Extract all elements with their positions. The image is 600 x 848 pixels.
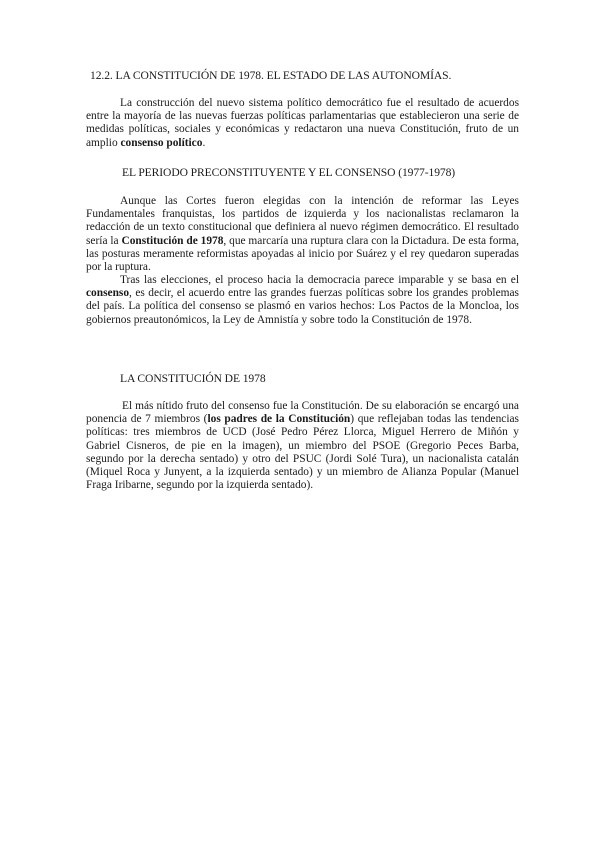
document-title: 12.2. LA CONSTITUCIÓN DE 1978. EL ESTADO DE LAS AUTONOMÍAS. (90, 69, 452, 82)
section-heading-preconstituyente: EL PERIODO PRECONSTITUYENTE Y EL CONSENSO (1977-1978) (122, 166, 456, 179)
intro-text-1: La construcción del nuevo sistema político democrático fue el resultado de acuerdos entre la mayoría de las nuevas fuerzas políticas parlamentarias que establecieron una serie de medidas políticas, sociales y económicas y redactaron una nueva Constitución, fruto de un amplio (86, 97, 519, 149)
const-p1-text-2: ) que reflejaban todas las tendencias políticas: tres miembros de UCD (José Pedro Pérez Llorca, Miguel Herrero de Miñón y Gabriel Cisneros, de pie en la imagen), un miembro del PSOE (Gregorio Peces Barba, segundo por la derecha sentado) y otro del PSUC (Jordi Solé Tura), un nacionalista catalán (Miquel Roca y Junyent, a la izquierda sentado) y un miembro de Alianza Popular (Manuel Fraga Iribarne, segundo por la izquierda sentado). (86, 413, 519, 492)
preconstituyente-paragraph-1 (86, 195, 519, 274)
intro-text-2: . (202, 136, 206, 149)
preconst-p1-text-2: , que marcaría una ruptura clara con la Dictadura. De esta forma, las posturas meramente reformistas apoyadas al inicio por Suárez y el rey quedaron superadas por la ruptura. (86, 234, 519, 274)
section-heading-constitucion: LA CONSTITUCIÓN DE 1978 (120, 372, 266, 385)
preconst-p2-bold-consenso: consenso (86, 287, 130, 300)
constitucion-paragraph (86, 400, 519, 492)
preconstituyente-paragraph-2 (86, 274, 519, 327)
preconst-p1-bold-constitucion-1978: Constitución de 1978 (121, 234, 224, 247)
intro-paragraph (86, 97, 519, 150)
const-p1-bold-padres-constitucion: los padres de la Constitución (207, 413, 351, 426)
preconst-p2-text-1: Tras las elecciones, el proceso hacia la democracia parece imparable y se basa en el (120, 274, 519, 286)
preconst-p1-text-1: Aunque las Cortes fueron elegidas con la intención de reformar las Leyes Fundamentales franquistas, los partidos de izquierda y los nacionalistas reclamaron la redacción de un texto constitucional que definiera al nuevo régimen democrático. El resultado sería la (86, 195, 519, 247)
const-p1-text-1: El más nítido fruto del consenso fue la Constitución. De su elaboración se encargó una ponencia de 7 miembros ( (86, 400, 519, 426)
preconst-p2-text-2: , es decir, el acuerdo entre las grandes fuerzas políticas sobre los grandes problemas del país. La política del consenso se plasmó en varios hechos: Los Pactos de la Moncloa, los gobiernos preautonómicos, la Ley de Amnistía y sobre todo la Constitución de 1978. (86, 287, 519, 326)
intro-bold-consenso-politico: consenso político (120, 136, 203, 149)
